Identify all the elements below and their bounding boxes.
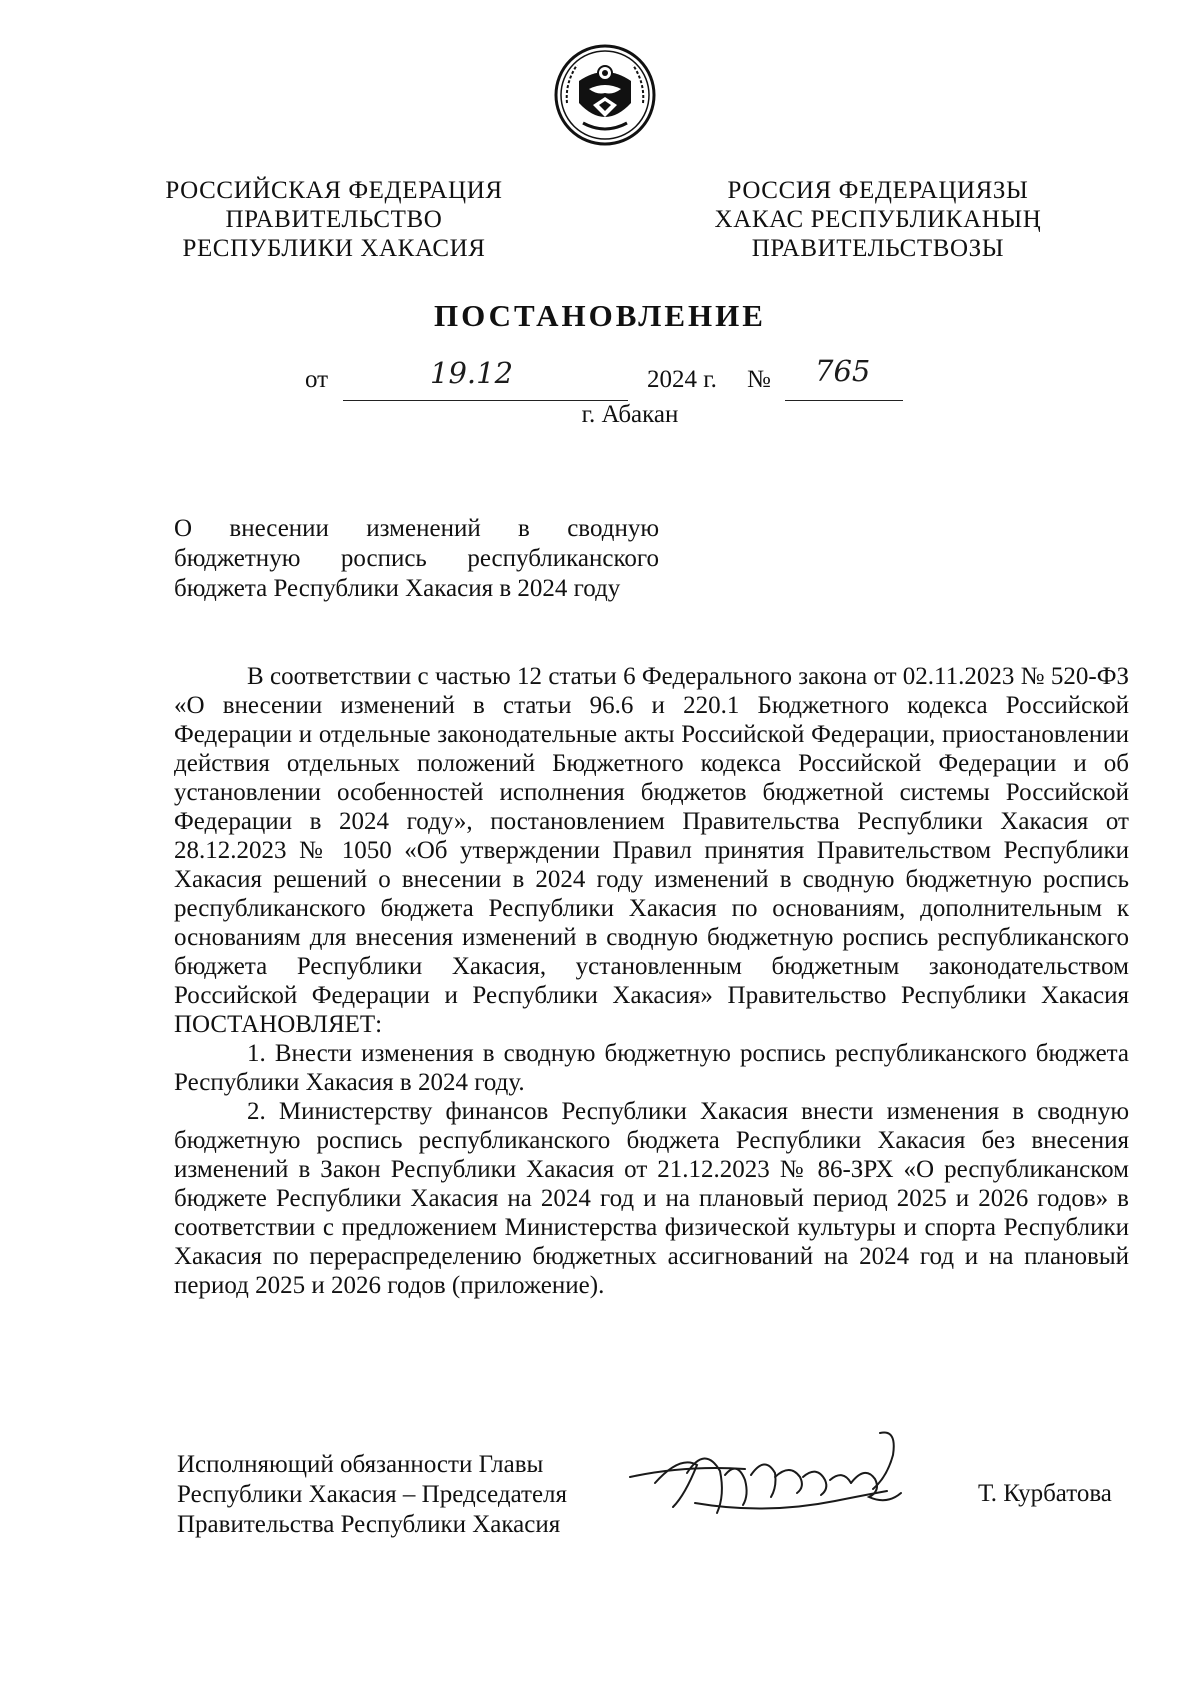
document-body	[174, 662, 1129, 1300]
coat-of-arms-emblem	[553, 43, 657, 147]
header-right	[668, 176, 1088, 263]
city-line	[0, 401, 1200, 429]
header-left-line1: РОССИЙСКАЯ ФЕДЕРАЦИЯ	[165, 177, 503, 204]
from-label: от	[305, 366, 329, 393]
city: г. Абакан	[581, 401, 679, 428]
handwritten-date: 19.12	[430, 356, 514, 390]
header-right-line1: РОССИЯ ФЕДЕРАЦИЯЗЫ	[727, 177, 1029, 204]
signatory-title-line2: Республики Хакасия – Председателя	[177, 1481, 568, 1508]
document-type-title: ПОСТАНОВЛЕНИЕ	[434, 298, 766, 333]
header-left-line2: ПРАВИТЕЛЬСТВО	[225, 206, 443, 233]
document-subject	[174, 514, 659, 604]
item-2-paragraph: 2. Министерству финансов Республики Хакасия внести изменения в сводную бюджетную роспись республиканского бюджета Республики Хакасия без внесения изменений в Закон Республики Хакасия от 21.12.2023 № 86-ЗРХ «О республиканском бюджете Республики Хакасия на 2024 год и на плановый период 2025 и 2026 годов» в соответствии с предложением Министерства физической культуры и спорта Республики Хакасия по перераспределению бюджетных ассигнований на 2024 год и на плановый период 2025 и 2026 годов (приложение).	[174, 1098, 1129, 1299]
khakassia-coat-of-arms-icon	[553, 43, 657, 147]
header-left-line3: РЕСПУБЛИКИ ХАКАСИЯ	[182, 235, 486, 262]
signature-icon	[625, 1425, 940, 1530]
item-1-paragraph: 1. Внести изменения в сводную бюджетную роспись республиканского бюджета Республики Хакасия в 2024 году.	[174, 1040, 1129, 1096]
signatory-title-line1: Исполняющий обязанности Главы	[177, 1451, 544, 1478]
signatory-title-line3: Правительства Республики Хакасия	[177, 1511, 561, 1538]
subject-line2: бюджетную роспись республиканского	[174, 545, 659, 572]
handwritten-signature	[625, 1425, 940, 1530]
header-left	[124, 176, 544, 263]
preamble-paragraph: В соответствии с частью 12 статьи 6 Федерального закона от 02.11.2023 № 520-ФЗ «О внесении изменений в статьи 96.6 и 220.1 Бюджетного кодекса Российской Федерации и отдельные законодательные акты Российской Федерации, приостановлении действия отдельных положений Бюджетного кодекса Российской Федерации и об установлении особенностей исполнения бюджетов бюджетной системы Российской Федерации в 2024 году», постановлением Правительства Республики Хакасия от 28.12.2023 № 1050 «Об утверждении Правил принятия Правительством Республики Хакасия решений о внесении в 2024 году изменений в сводную бюджетную роспись республиканского бюджета Республики Хакасия по основаниям, дополнительным к основаниям для внесения изменений в сводную бюджетную роспись республиканского бюджета Республики Хакасия, установленным бюджетным законодательством Российской Федерации и Республики Хакасия» Правительство Республики Хакасия ПОСТАНОВЛЯЕТ:	[174, 663, 1129, 1038]
header-right-line3: ПРАВИТЕЛЬСТВОЗЫ	[751, 235, 1005, 262]
subject-line1: О внесении изменений в сводную	[174, 515, 659, 542]
signer-name: Т. Курбатова	[978, 1480, 1112, 1507]
date-number-line	[305, 354, 925, 402]
handwritten-number: 765	[815, 354, 871, 388]
signatory-title	[177, 1450, 567, 1540]
number-label: №	[747, 366, 771, 393]
year-label: 2024 г.	[647, 366, 717, 393]
header-right-line2: ХАКАС РЕСПУБЛИКАНЫҢ	[714, 206, 1042, 233]
subject-line3: бюджета Республики Хакасия в 2024 году	[174, 575, 621, 602]
